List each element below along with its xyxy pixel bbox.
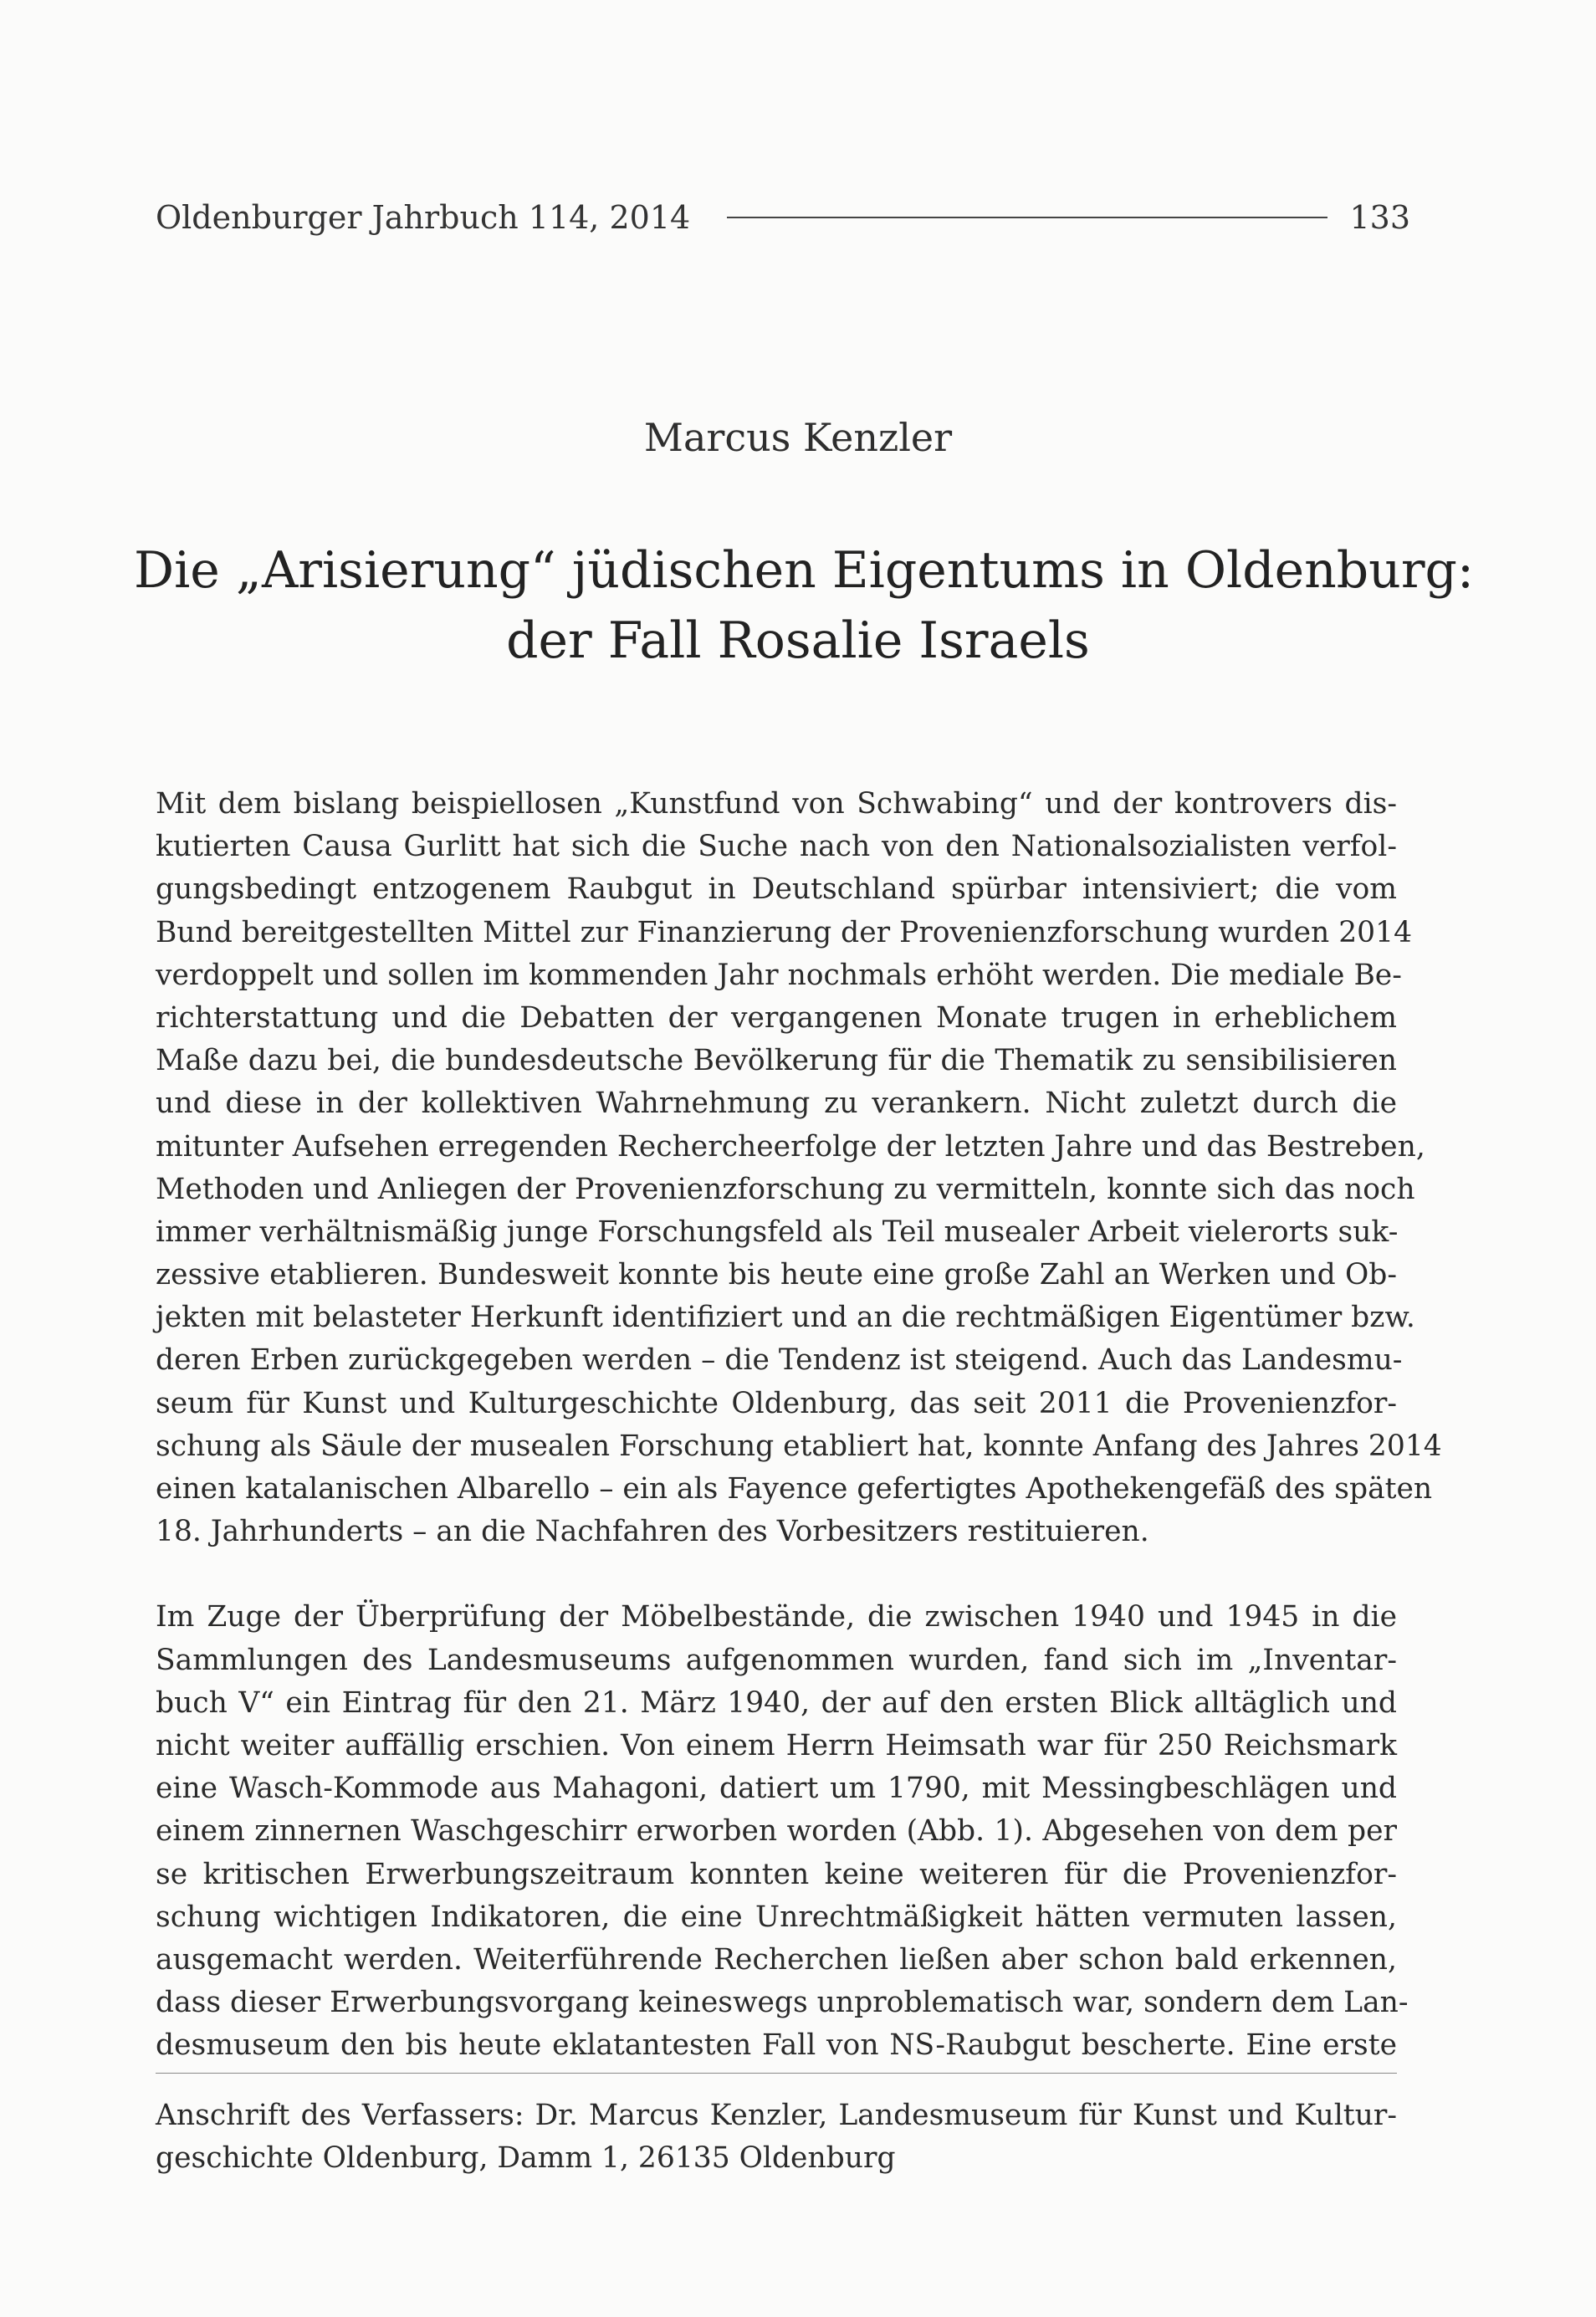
text-line: Im Zuge der Überprüfung der Möbelbestände, die zwischen 1940 und 1945 in die <box>156 1600 1397 1634</box>
text-line: nicht weiter auffällig erschien. Von einem Herrn Heimsath war für 250 Reichsmark <box>156 1728 1397 1762</box>
text-line: verdoppelt und sollen im kommenden Jahr nochmals erhöht werden. Die mediale Be- <box>156 958 1402 992</box>
footnote-line: Anschrift des Verfassers: Dr. Marcus Kenzler, Landesmuseum für Kunst und Kultur- <box>156 2099 1397 2132</box>
journal-citation: Oldenburger Jahrbuch 114, 2014 <box>156 199 691 236</box>
footnote-line: geschichte Oldenburg, Damm 1, 26135 Oldenburg <box>156 2141 896 2176</box>
text-line: deren Erben zurückgegeben werden – die Tendenz ist steigend. Auch das Landesmu- <box>156 1343 1403 1378</box>
article-title <box>134 535 1475 676</box>
text-line: buch V“ ein Eintrag für den 21. März 1940, der auf den ersten Blick alltäglich und <box>156 1685 1397 1720</box>
text-line: Mit dem bislang beispiellosen „Kunstfund von Schwabing“ und der kontrovers dis- <box>156 787 1397 821</box>
text-line: gungsbedingt entzogenem Raubgut in Deutschland spürbar intensiviert; die vom <box>156 872 1397 907</box>
text-line: und diese in der kollektiven Wahrnehmung zu verankern. Nicht zuletzt durch die <box>156 1087 1397 1121</box>
text-line: Bund bereitgestellten Mittel zur Finanzierung der Provenienzforschung wurden 2014 <box>156 915 1413 949</box>
text-line: se kritischen Erwerbungszeitraum konnten keine weiteren für die Provenienzfor- <box>156 1857 1397 1891</box>
text-line: Sammlungen des Landesmuseums aufgenommen wurden, fand sich im „Inventar- <box>156 1643 1397 1677</box>
footnote-divider <box>156 2073 1397 2074</box>
text-line: einen katalanischen Albarello – ein als Fayence gefertigtes Apothekengefäß des späten <box>156 1472 1433 1506</box>
article-body <box>156 783 1442 2067</box>
author-address-footnote <box>156 2095 1397 2180</box>
page-number: 133 <box>1349 199 1410 236</box>
text-line: desmuseum den bis heute eklatantesten Fall von NS-Raubgut bescherte. Eine erste <box>156 2028 1397 2063</box>
text-line: einem zinnernen Waschgeschirr erworben worden (Abb. 1). Abgesehen von dem per <box>156 1814 1397 1849</box>
text-line: zessive etablieren. Bundesweit konnte bis heute eine große Zahl an Werken und Ob- <box>156 1258 1397 1292</box>
text-line: Maße dazu bei, die bundesdeutsche Bevölkerung für die Thematik zu sensibilisieren <box>156 1044 1397 1078</box>
text-line: kutierten Causa Gurlitt hat sich die Suche nach von den Nationalsozialisten verfol- <box>156 830 1397 864</box>
text-line: immer verhältnismäßig junge Forschungsfeld als Teil musealer Arbeit vielerorts suk- <box>156 1215 1399 1249</box>
text-line: Methoden und Anliegen der Provenienzforschung zu vermitteln, konnte sich das noch <box>156 1172 1415 1206</box>
text-line: mitunter Aufsehen erregenden Rechercheerfolge der letzten Jahre und das Bestreben, <box>156 1129 1425 1164</box>
text-line: 18. Jahrhunderts – an die Nachfahren des Vorbesitzers restituieren. <box>156 1515 1149 1549</box>
title-line: Die „Arisierung“ jüdischen Eigentums in Oldenburg: <box>134 541 1475 600</box>
text-line: jekten mit belasteter Herkunft identifiziert und an die rechtmäßigen Eigentümer bzw. <box>156 1301 1415 1335</box>
header-rule <box>727 217 1327 218</box>
title-line: der Fall Rosalie Israels <box>506 611 1090 670</box>
text-line: schung wichtigen Indikatoren, die eine Unrechtmäßigkeit hätten vermuten lassen, <box>156 1900 1397 1934</box>
text-line: seum für Kunst und Kulturgeschichte Oldenburg, das seit 2011 die Provenienzfor- <box>156 1386 1397 1420</box>
text-line: dass dieser Erwerbungsvorgang keineswegs unproblematisch war, sondern dem Lan- <box>156 1986 1409 2020</box>
text-line: richterstattung und die Debatten der vergangenen Monate trugen in erheblichem <box>156 1000 1397 1035</box>
author-name: Marcus Kenzler <box>643 415 953 460</box>
text-line: schung als Säule der musealen Forschung etabliert hat, konnte Anfang des Jahres 2014 <box>156 1429 1442 1463</box>
paragraph <box>156 1596 1409 2067</box>
text-line: eine Wasch-Kommode aus Mahagoni, datiert um 1790, mit Messingbeschlägen und <box>156 1772 1397 1806</box>
paragraph <box>156 783 1442 1553</box>
text-line: ausgemacht werden. Weiterführende Recherchen ließen aber schon bald erkennen, <box>156 1942 1397 1977</box>
running-head <box>156 192 1410 243</box>
